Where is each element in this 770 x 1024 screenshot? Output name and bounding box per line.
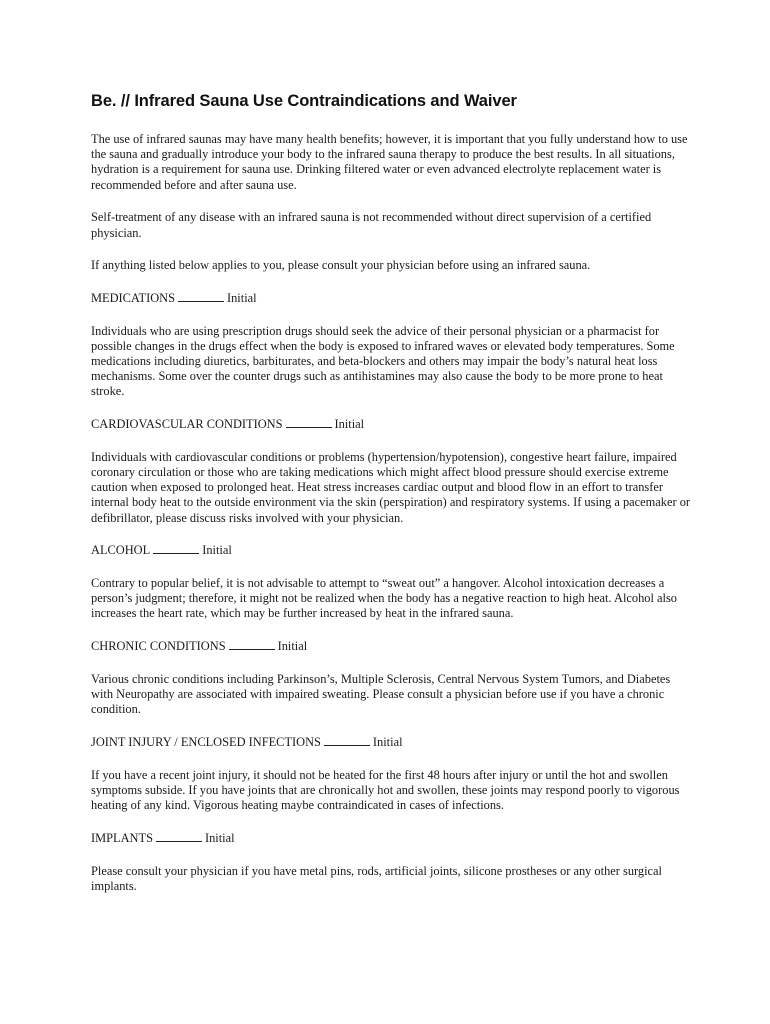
initial-label: Initial [226, 290, 257, 305]
joint-injury-initial-line[interactable] [324, 735, 370, 746]
alcohol-heading: ALCOHOL [91, 543, 151, 558]
joint-injury-text: If you have a recent joint injury, it should not be heated for the first 48 hours after injury or until the hot and swollen symptoms subside. If you have joints that are chronically hot and swollen, these joints may respond poorly to vigorous heating of any kind. Vigorous heating maybe contraindicated in cases of infections. [91, 767, 680, 813]
joint-injury-initial-field [91, 735, 691, 750]
medications-initial-field [91, 291, 691, 306]
medications-heading: MEDICATIONS [91, 290, 175, 305]
initial-label: Initial [277, 639, 308, 654]
initial-label: Initial [334, 417, 365, 432]
implants-text: Please consult your physician if you have metal pins, rods, artificial joints, silicone prostheses or any other surgical implants. [91, 863, 662, 893]
cardiovascular-initial-field [91, 417, 691, 432]
intro-paragraph-2: Self-treatment of any disease with an infrared sauna is not recommended without direct supervision of a certified physician. [91, 210, 652, 240]
document-body [91, 92, 691, 911]
chronic-initial-line[interactable] [229, 639, 275, 650]
joint-injury-heading: JOINT INJURY / ENCLOSED INFECTIONS [91, 734, 321, 749]
medications-text: Individuals who are using prescription drugs should seek the advice of their personal physician or a pharmacist for possible changes in the drugs effect when the body is exposed to infrared waves or elevated body temperatures. Some medications including diuretics, barbiturates, and beta-blockers and others may impair the body’s natural heat loss mechanisms. Some over the counter drugs such as antihistamines may also cause the body to be more prone to heat stroke. [91, 323, 675, 399]
implants-initial-line[interactable] [156, 831, 202, 842]
document-title: Be. // Infrared Sauna Use Contraindications and Waiver [91, 92, 517, 110]
chronic-initial-field [91, 639, 691, 654]
alcohol-text: Contrary to popular belief, it is not advisable to attempt to “sweat out” a hangover. Alcohol intoxication decreases a person’s judgment; therefore, it might not be realized when the body has a negative reaction to high heat. Alcohol also increases the heart rate, which may be further increased by heat in the infrared sauna. [91, 576, 677, 621]
intro-paragraph-3: If anything listed below applies to you, please consult your physician before using an infrared sauna. [91, 258, 591, 273]
implants-initial-field [91, 831, 691, 846]
alcohol-initial-field [91, 543, 691, 558]
initial-label: Initial [372, 734, 403, 749]
medications-initial-line[interactable] [178, 291, 224, 302]
chronic-text: Various chronic conditions including Parkinson’s, Multiple Sclerosis, Central Nervous System Tumors, and Diabetes with Neuropathy are associated with impaired sweating. Please consult a physician before use if you have a chronic condition. [91, 671, 671, 717]
alcohol-initial-line[interactable] [153, 543, 199, 554]
initial-label: Initial [204, 830, 235, 845]
implants-heading: IMPLANTS [91, 830, 153, 845]
intro-paragraph-1: The use of infrared saunas may have many health benefits; however, it is important that you fully understand how to use the sauna and gradually introduce your body to the infrared sauna therapy to produce the best results. In all situations, hydration is a requirement for sauna use. Drinking filtered water or even advanced electrolyte replacement water is recommended before and after sauna use. [91, 132, 688, 192]
cardiovascular-text: Individuals with cardiovascular conditions or problems (hypertension/hypotension), congestive heart failure, impaired coronary circulation or those who are taking medications which might affect blood pressure should exercise extreme caution when exposed to prolonged heat. Heat stress increases cardiac output and blood flow in an effort to transfer internal body heat to the outside environment via the skin (perspiration) and respiratory systems. If using a pacemaker or defibrillator, please discuss risks involved with your physician. [91, 449, 691, 525]
chronic-heading: CHRONIC CONDITIONS [91, 639, 226, 654]
cardiovascular-heading: CARDIOVASCULAR CONDITIONS [91, 417, 283, 432]
cardiovascular-initial-line[interactable] [286, 417, 332, 428]
initial-label: Initial [202, 543, 232, 558]
